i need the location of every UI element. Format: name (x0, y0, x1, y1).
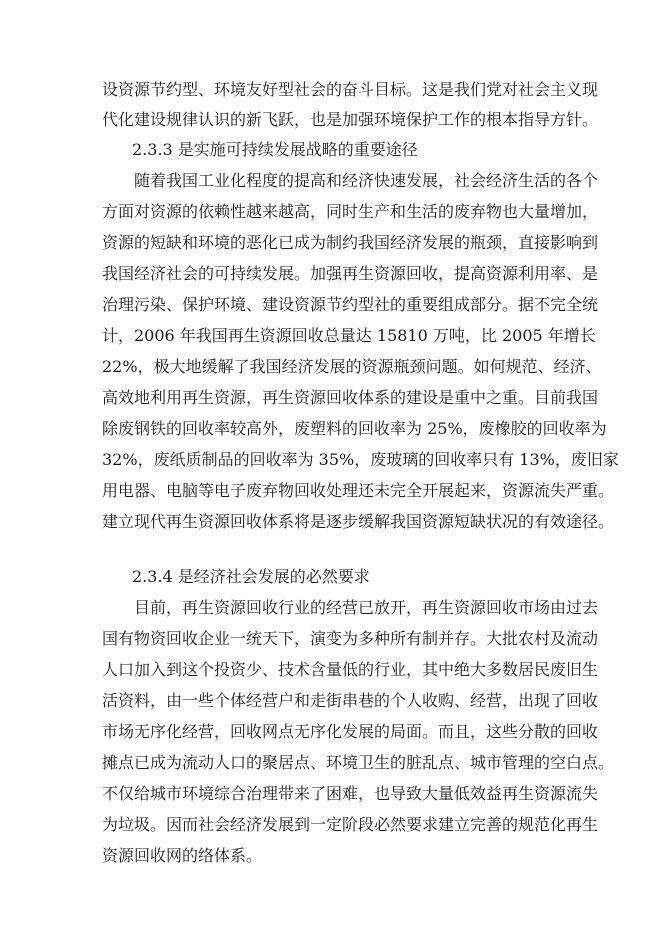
section-heading-2-3-4: 2.3.4 是经济社会发展的必然要求 (132, 567, 370, 586)
paragraph-line: 用电器、电脑等电子废弃物回收处理还未完全开展起来，资源流失严重。 (102, 481, 615, 500)
paragraph-line: 为垃圾。因而社会经济发展到一定阶段必然要求建立完善的规范化再生 (102, 815, 599, 834)
paragraph-line: 方面对资源的依赖性越来越高，同时生产和生活的废弃物也大量增加， (102, 202, 599, 221)
paragraph-line: 摊点已成为流动人口的聚居点、环境卫生的脏乱点、城市管理的空白点。 (102, 753, 615, 772)
paragraph-line: 资源回收网的络体系。 (102, 846, 263, 865)
paragraph-line: 治理污染、保护环境、建设资源节约型社的重要组成部分。据不完全统 (102, 295, 599, 314)
paragraph-line: 高效地利用再生资源，再生资源回收体系的建设是重中之重。目前我国 (102, 388, 599, 407)
paragraph-line: 市场无序化经营，回收网点无序化发展的局面。而且，这些分散的回收 (102, 722, 599, 741)
paragraph-line: 活资料，由一些个体经营户和走街串巷的个人收购、经营，出现了回收 (102, 691, 599, 710)
section-heading-2-3-3: 2.3.3 是实施可持续发展战略的重要途径 (132, 140, 418, 159)
paragraph-line: 国有物资回收企业一统天下，演变为多种所有制并存。大批农村及流动 (102, 629, 599, 648)
paragraph-line: 目前，再生资源回收行业的经营已放开，再生资源回收市场由过去 (134, 598, 599, 617)
paragraph-line: 22%，极大地缓解了我国经济发展的资源瓶颈问题。如何规范、经济、 (102, 357, 602, 376)
paragraph-line: 建立现代再生资源回收体系将是逐步缓解我国资源短缺状况的有效途径。 (102, 512, 615, 531)
paragraph-line: 32%，废纸质制品的回收率为 35%，废玻璃的回收率只有 13%，废旧家 (102, 450, 619, 469)
paragraph-line: 资源的短缺和环境的恶化已成为制约我国经济发展的瓶颈，直接影响到 (102, 233, 599, 252)
paragraph-line: 不仅给城市环境综合治理带来了困难，也导致大量低效益再生资源流失 (102, 784, 599, 803)
paragraph-line: 代化建设规律认识的新飞跃，也是加强环境保护工作的根本指导方针。 (102, 110, 599, 129)
paragraph-line: 人口加入到这个投资少、技术含量低的行业，其中绝大多数居民废旧生 (102, 660, 599, 679)
paragraph-line: 随着我国工业化程度的提高和经济快速发展，社会经济生活的各个 (134, 171, 599, 190)
paragraph-line: 设资源节约型、环境友好型社会的奋斗目标。这是我们党对社会主义现 (102, 80, 599, 99)
paragraph-line: 我国经济社会的可持续发展。加强再生资源回收，提高资源利用率、是 (102, 264, 599, 283)
paragraph-line: 计，2006 年我国再生资源回收总量达 15810 万吨，比 2005 年增长 (102, 326, 596, 345)
paragraph-line: 除废钢铁的回收率较高外，废塑料的回收率为 25%，废橡胶的回收率为 (102, 419, 607, 438)
